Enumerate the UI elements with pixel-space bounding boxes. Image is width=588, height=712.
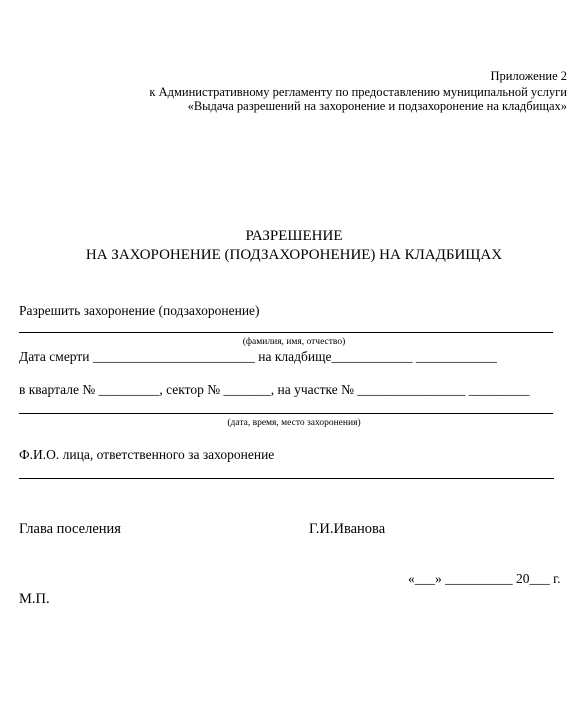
datetime-blank-line: [19, 413, 553, 414]
appendix-service-name: «Выдача разрешений на захоронение и подзахоронение на кладбищах»: [187, 99, 567, 113]
permit-label: Разрешить захоронение (подзахоронение): [19, 303, 260, 318]
appendix-number: Приложение 2: [490, 69, 567, 83]
responsible-label: Ф.И.О. лица, ответственного за захоронение: [19, 447, 275, 462]
responsible-blank-line: [19, 478, 554, 479]
appendix-regulation: к Административному регламенту по предоставлению муниципальной услуги: [149, 85, 567, 99]
name-caption: (фамилия, имя, отчество): [242, 337, 346, 347]
signatory-position: Глава поселения: [19, 521, 121, 537]
burial-location-line: в квартале № _________, сектор № _______, на участке № ________________ _________: [19, 382, 530, 397]
stamp-place-label: М.П.: [19, 591, 50, 607]
name-blank-line: [19, 332, 553, 333]
death-date-line: Дата смерти ________________________ на кладбище____________ ____________: [19, 349, 497, 364]
document-subtitle: НА ЗАХОРОНЕНИЕ (ПОДЗАХОРОНЕНИЕ) НА КЛАДБИЩАХ: [85, 247, 503, 263]
signature-date-line: «___» __________ 20___ г.: [408, 571, 561, 586]
datetime-caption: (дата, время, место захоронения): [227, 418, 361, 428]
signatory-name: Г.И.Иванова: [309, 521, 386, 537]
document-title: РАЗРЕШЕНИЕ: [245, 228, 343, 244]
